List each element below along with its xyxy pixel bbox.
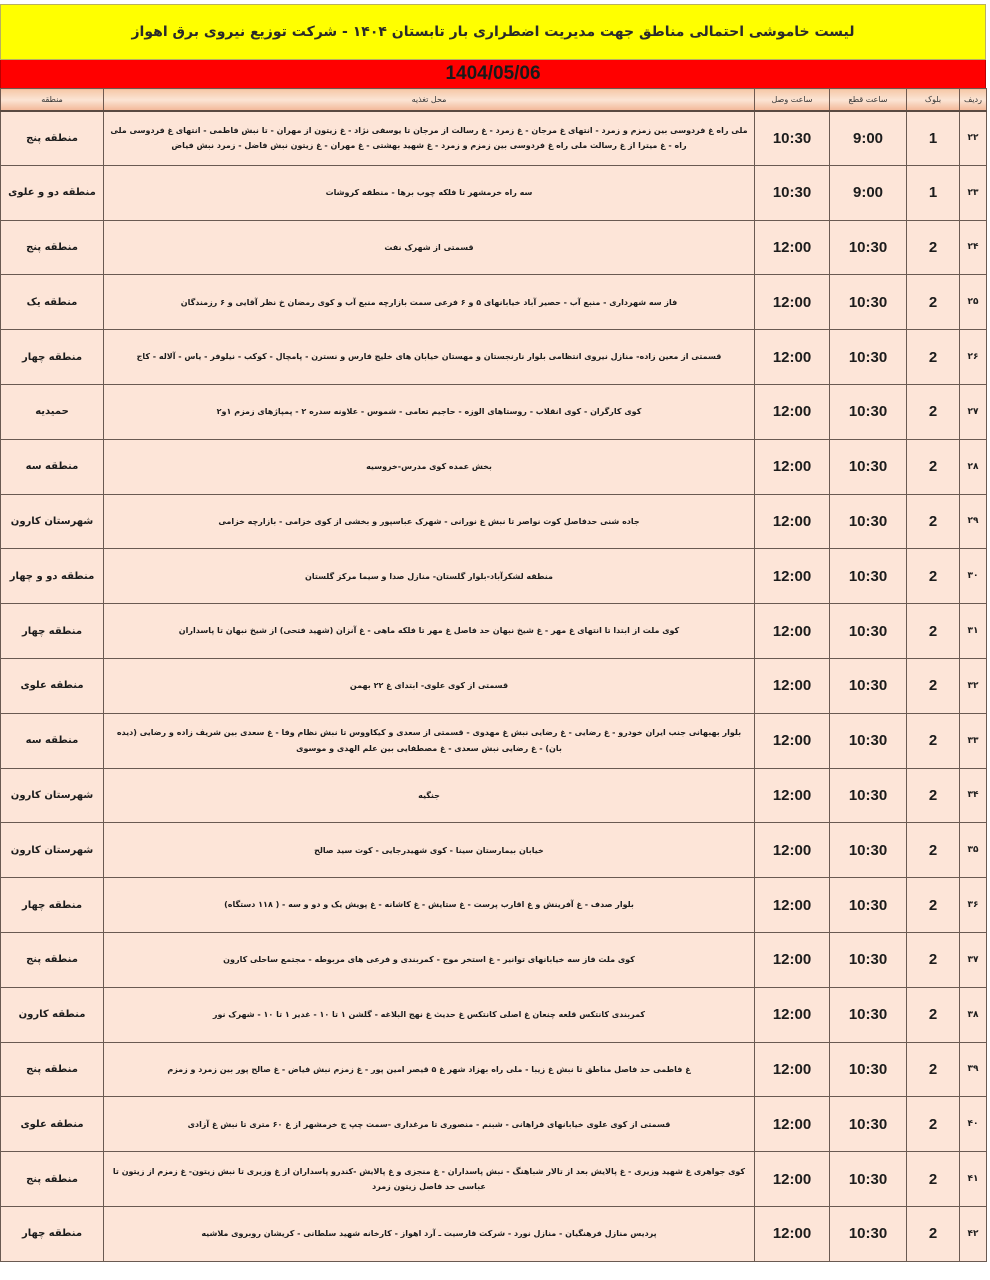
table-row <box>1 987 987 1042</box>
cut-time-cell: 10:30 <box>830 1097 907 1152</box>
row-number-cell: ۳۱ <box>960 604 987 659</box>
cut-time-cell: 10:30 <box>830 220 907 275</box>
reconnect-time-cell: 12:00 <box>755 1152 830 1207</box>
row-number-cell: ۳۸ <box>960 987 987 1042</box>
reconnect-time-cell: 12:00 <box>755 932 830 987</box>
reconnect-time-cell: 12:00 <box>755 768 830 823</box>
table-row <box>1 1097 987 1152</box>
region-cell: شهرستان کارون <box>1 823 104 878</box>
cut-time-cell: 10:30 <box>830 768 907 823</box>
block-cell: 2 <box>907 1042 960 1097</box>
cut-time-cell: 10:30 <box>830 1152 907 1207</box>
block-cell: 2 <box>907 932 960 987</box>
reconnect-time-cell: 12:00 <box>755 384 830 439</box>
row-number-cell: ۳۰ <box>960 549 987 604</box>
feed-location-cell: فاز سه شهرداری - منبع آب - حصیر آباد خیابانهای ۵ و ۶ فرعی سمت بازارچه منبع آب و کوی رمضان خ نظر آقایی و ۶ رزمندگان <box>104 275 755 330</box>
feed-location-cell: ملی راه غ فردوسی بین زمزم و زمرد - انتهای غ مرجان - غ زمرد - غ رسالت از مرجان تا یوسفی نژاد - غ زیتون از مهران - تا نبش فاطمی - انتهای غ فردوسی ملی راه - غ میترا از غ رسالت ملی راه غ فردوسی بین زمزم و زمرد - غ شهید بهشتی - غ مهران - غ زیتون نبش فاضل - زمرد نبش فیاض <box>104 111 755 166</box>
region-cell: منطقه دو و علوی <box>1 165 104 220</box>
reconnect-time-cell: 12:00 <box>755 1042 830 1097</box>
row-number-cell: ۳۶ <box>960 878 987 933</box>
reconnect-time-cell: 12:00 <box>755 1097 830 1152</box>
row-number-cell: ۴۲ <box>960 1206 987 1261</box>
row-number-cell: ۲۷ <box>960 384 987 439</box>
cut-time-cell: 10:30 <box>830 494 907 549</box>
region-cell: منطقه پنج <box>1 1152 104 1207</box>
cut-time-cell: 10:30 <box>830 275 907 330</box>
feed-location-cell: بخش عمده کوی مدرس-خروسیه <box>104 439 755 494</box>
table-row <box>1 713 987 768</box>
region-cell: منطقه کارون <box>1 987 104 1042</box>
region-cell: منطقه سه <box>1 713 104 768</box>
col-header-block: بلوک <box>907 89 960 111</box>
table-row <box>1 220 987 275</box>
row-number-cell: ۳۲ <box>960 658 987 713</box>
region-cell: شهرستان کارون <box>1 768 104 823</box>
feed-location-cell: قسمتی از کوی علوی- ابتدای غ ۲۲ بهمن <box>104 658 755 713</box>
region-cell: منطقه علوی <box>1 658 104 713</box>
row-number-cell: ۴۰ <box>960 1097 987 1152</box>
region-cell: حمیدیه <box>1 384 104 439</box>
region-cell: منطقه چهار <box>1 1206 104 1261</box>
block-cell: 2 <box>907 494 960 549</box>
table-row <box>1 604 987 659</box>
reconnect-time-cell: 12:00 <box>755 494 830 549</box>
row-number-cell: ۳۵ <box>960 823 987 878</box>
cut-time-cell: 10:30 <box>830 384 907 439</box>
reconnect-time-cell: 12:00 <box>755 658 830 713</box>
feed-location-cell: غ فاطمی حد فاصل مناطق تا نبش غ زیبا - ملی راه بهزاد شهر غ ۵ قیصر امین پور - غ زمزم نبش فیاض - غ صالح پور بین زمرد و زمزم <box>104 1042 755 1097</box>
table-row <box>1 384 987 439</box>
table-row <box>1 1042 987 1097</box>
date-band <box>0 60 986 88</box>
feed-location-cell: پردیس منازل فرهنگیان - منازل نورد - شرکت فارسیت ـ آرد اهواز - کارخانه شهید سلطانی - کریشان روبروی ملاشیه <box>104 1206 755 1261</box>
col-header-feed-location: محل تغذیه <box>104 89 755 111</box>
row-number-cell: ۳۹ <box>960 1042 987 1097</box>
row-number-cell: ۲۶ <box>960 330 987 385</box>
col-header-reconnect-time: ساعت وصل <box>755 89 830 111</box>
region-cell: منطقه دو و چهار <box>1 549 104 604</box>
table-row <box>1 549 987 604</box>
cut-time-cell: 10:30 <box>830 439 907 494</box>
cut-time-cell: 10:30 <box>830 823 907 878</box>
feed-location-cell: کمربندی کانتکس قلعه چنعان غ اصلی کانتکس غ حدیث غ نهج البلاغه - گلشن ۱ تا ۱۰ - غدیر ۱ تا ۱۰ - شهرک نور <box>104 987 755 1042</box>
block-cell: 2 <box>907 330 960 385</box>
table-body <box>1 111 987 1262</box>
outage-table <box>0 88 987 1262</box>
row-number-cell: ۲۴ <box>960 220 987 275</box>
row-number-cell: ۲۸ <box>960 439 987 494</box>
block-cell: 2 <box>907 220 960 275</box>
row-number-cell: ۳۳ <box>960 713 987 768</box>
reconnect-time-cell: 12:00 <box>755 604 830 659</box>
table-row <box>1 1206 987 1261</box>
block-cell: 1 <box>907 165 960 220</box>
row-number-cell: ۴۱ <box>960 1152 987 1207</box>
block-cell: 2 <box>907 658 960 713</box>
cut-time-cell: 10:30 <box>830 330 907 385</box>
cut-time-cell: 10:30 <box>830 658 907 713</box>
feed-location-cell: قسمتی از کوی علوی خیابانهای فراهانی - شبنم - منصوری تا مرغداری -سمت چپ ج خرمشهر از غ ۶۰ متری تا نبش غ آزادی <box>104 1097 755 1152</box>
reconnect-time-cell: 10:30 <box>755 111 830 166</box>
col-header-row-number: ردیف <box>960 89 987 111</box>
reconnect-time-cell: 12:00 <box>755 220 830 275</box>
row-number-cell: ۳۴ <box>960 768 987 823</box>
block-cell: 2 <box>907 549 960 604</box>
reconnect-time-cell: 12:00 <box>755 439 830 494</box>
reconnect-time-cell: 12:00 <box>755 330 830 385</box>
row-number-cell: ۲۹ <box>960 494 987 549</box>
cut-time-cell: 10:30 <box>830 1042 907 1097</box>
cut-time-cell: 9:00 <box>830 111 907 166</box>
table-header-row <box>1 89 987 111</box>
cut-time-cell: 10:30 <box>830 932 907 987</box>
table-row <box>1 878 987 933</box>
region-cell: منطقه علوی <box>1 1097 104 1152</box>
table-row <box>1 165 987 220</box>
region-cell: منطقه پنج <box>1 1042 104 1097</box>
block-cell: 2 <box>907 1097 960 1152</box>
block-cell: 2 <box>907 604 960 659</box>
region-cell: منطقه یک <box>1 275 104 330</box>
reconnect-time-cell: 10:30 <box>755 165 830 220</box>
table-row <box>1 111 987 166</box>
feed-location-cell: جاده شنی حدفاصل کوت نواصر تا نبش غ نورانی - شهرک عباسپور و بخشی از کوی خزامی - بازارچه خزامی <box>104 494 755 549</box>
feed-location-cell: قسمتی از شهرک نفت <box>104 220 755 275</box>
reconnect-time-cell: 12:00 <box>755 1206 830 1261</box>
cut-time-cell: 10:30 <box>830 1206 907 1261</box>
reconnect-time-cell: 12:00 <box>755 713 830 768</box>
block-cell: 2 <box>907 768 960 823</box>
cut-time-cell: 10:30 <box>830 713 907 768</box>
reconnect-time-cell: 12:00 <box>755 549 830 604</box>
feed-location-cell: منطقه لشکرآباد-بلوار گلستان- منازل صدا و سیما مرکز گلستان <box>104 549 755 604</box>
block-cell: 2 <box>907 823 960 878</box>
feed-location-cell: کوی جواهری غ شهید وزیری - غ پالایش بعد از تالار شباهنگ - نبش پاسداران - غ منجزی و غ پالایش -کندرو پاسداران از غ وزیری تا نبش زیتون- غ زمزم از زیتون تا عباسی حد فاصل زیتون زمرد <box>104 1152 755 1207</box>
table-row <box>1 658 987 713</box>
row-number-cell: ۲۵ <box>960 275 987 330</box>
table-row <box>1 823 987 878</box>
row-number-cell: ۲۳ <box>960 165 987 220</box>
block-cell: 2 <box>907 384 960 439</box>
feed-location-cell: قسمتی از معین زاده- منازل نیروی انتظامی بلوار نارنجستان و مهستان خیابان های خلیج فارس و نسترن - پامچال - کوکب - نیلوفر - یاس - آلاله - کاج <box>104 330 755 385</box>
feed-location-cell: کوی ملت فاز سه خیابانهای توانیر - غ استخر موج - کمربندی و فرعی های مربوطه - مجتمع ساحلی کارون <box>104 932 755 987</box>
row-number-cell: ۲۲ <box>960 111 987 166</box>
region-cell: منطقه چهار <box>1 330 104 385</box>
feed-location-cell: کوی کارگران - کوی انقلاب - روستاهای الوزه - حاجیم تعامی - شموس - علاونه سدره ۲ - پمپاژهای زمزم ۱و۲ <box>104 384 755 439</box>
reconnect-time-cell: 12:00 <box>755 878 830 933</box>
table-row <box>1 1152 987 1207</box>
feed-location-cell: بلوار صدف - غ آفرینش و غ اقارب پرست - غ ستایش - غ کاشانه - غ پویش یک و دو و سه - ( ۱۱۸ دستگاه) <box>104 878 755 933</box>
cut-time-cell: 9:00 <box>830 165 907 220</box>
schedule-date: 1404/05/06 <box>445 63 541 84</box>
block-cell: 2 <box>907 275 960 330</box>
feed-location-cell: خیابان بیمارستان سینا - کوی شهیدرجایی - کوت سید صالح <box>104 823 755 878</box>
outage-schedule-sheet <box>0 4 986 1262</box>
region-cell: شهرستان کارون <box>1 494 104 549</box>
cut-time-cell: 10:30 <box>830 987 907 1042</box>
reconnect-time-cell: 12:00 <box>755 987 830 1042</box>
page-title: لیست خاموشی احتمالی مناطق جهت مدیریت اضطراری بار تابستان ۱۴۰۴ - شرکت توزیع نیروی برق اهواز <box>131 24 855 40</box>
block-cell: 2 <box>907 439 960 494</box>
table-row <box>1 330 987 385</box>
row-number-cell: ۳۷ <box>960 932 987 987</box>
region-cell: منطقه پنج <box>1 220 104 275</box>
block-cell: 2 <box>907 878 960 933</box>
col-header-cut-time: ساعت قطع <box>830 89 907 111</box>
reconnect-time-cell: 12:00 <box>755 823 830 878</box>
region-cell: منطقه سه <box>1 439 104 494</box>
cut-time-cell: 10:30 <box>830 604 907 659</box>
feed-location-cell: کوی ملت از ابتدا تا انتهای غ مهر - غ شیخ نبهان حد فاصل غ مهر تا فلکه ماهی - غ آنزان (شهید فتحی) از شیخ نبهان تا پاسداران <box>104 604 755 659</box>
cut-time-cell: 10:30 <box>830 878 907 933</box>
table-row <box>1 275 987 330</box>
feed-location-cell: سه راه خرمشهر تا فلکه چوب برها - منطقه کروشات <box>104 165 755 220</box>
feed-location-cell: جنگیه <box>104 768 755 823</box>
table-row <box>1 439 987 494</box>
region-cell: منطقه چهار <box>1 604 104 659</box>
region-cell: منطقه پنج <box>1 111 104 166</box>
block-cell: 2 <box>907 1206 960 1261</box>
cut-time-cell: 10:30 <box>830 549 907 604</box>
region-cell: منطقه چهار <box>1 878 104 933</box>
feed-location-cell: بلوار بهبهانی جنب ایران خودرو - غ رضایی - غ رضایی نبش غ مهدوی - قسمتی از سعدی و کیکاووس تا نبش نظام وفا - غ سعدی بین شریف زاده و رضایی (دیده بان) - غ رضایی نبش سعدی - غ مصطفایی بین علم الهدی و موسوی <box>104 713 755 768</box>
region-cell: منطقه پنج <box>1 932 104 987</box>
table-row <box>1 768 987 823</box>
title-band <box>0 4 986 60</box>
reconnect-time-cell: 12:00 <box>755 275 830 330</box>
block-cell: 1 <box>907 111 960 166</box>
block-cell: 2 <box>907 987 960 1042</box>
block-cell: 2 <box>907 1152 960 1207</box>
col-header-region: منطقه <box>1 89 104 111</box>
block-cell: 2 <box>907 713 960 768</box>
table-row <box>1 932 987 987</box>
table-row <box>1 494 987 549</box>
